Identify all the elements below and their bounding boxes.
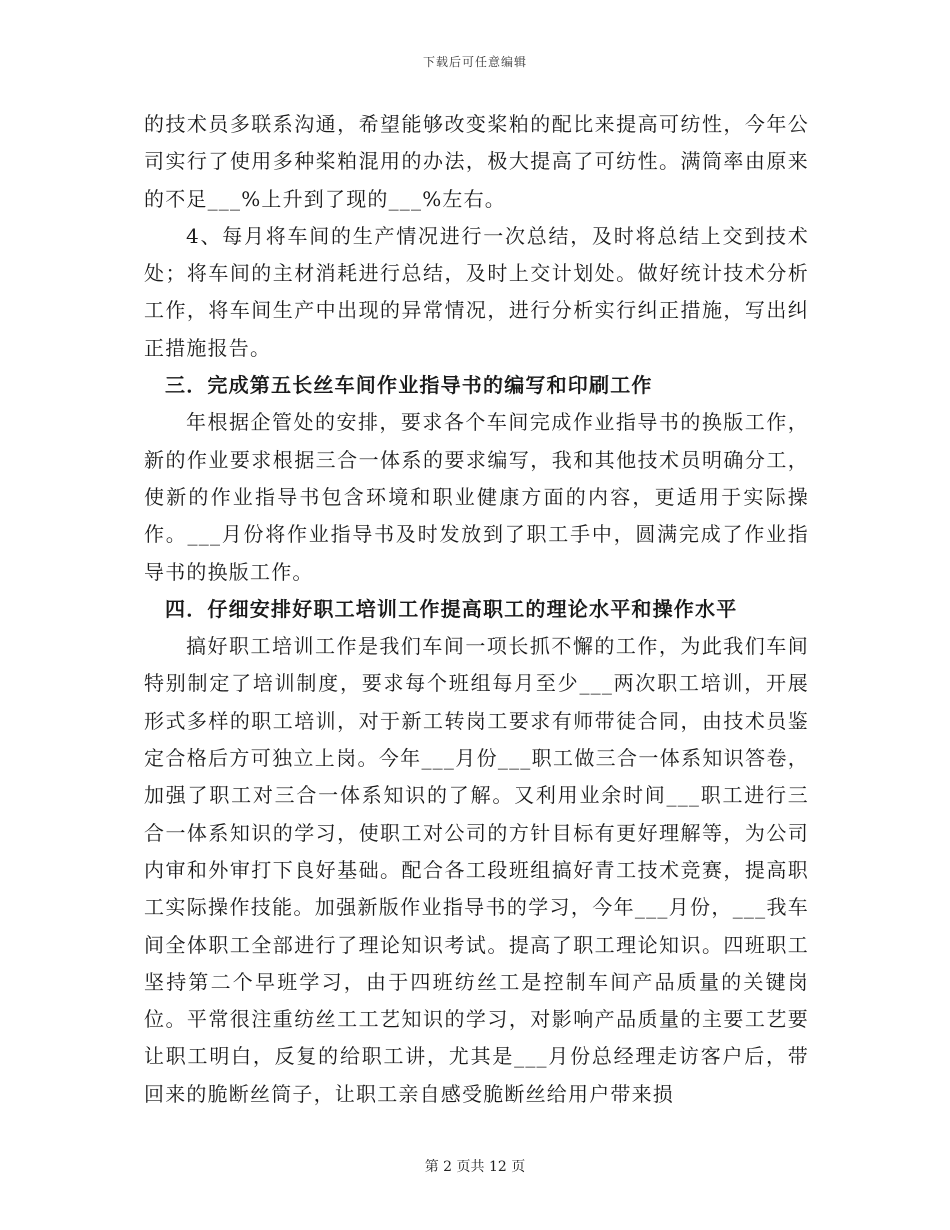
paragraph-section-3: 年根据企管处的安排，要求各个车间完成作业指导书的换版工作，新的作业要求根据三合一体系的要求编写，我和其他技术员明确分工，使新的作业指导书包含环境和职业健康方面的内容，更适用于实际操作。___月份将作业指导书及时发放到了职工手中，圆满完成了作业指导书的换版工作。 — [144, 410, 809, 584]
page-header: 下载后可任意编辑 — [422, 55, 527, 69]
page-number-footer: 第 2 页共 12 页 — [424, 1159, 526, 1175]
paragraph-section-4: 搞好职工培训工作是我们车间一项长抓不懈的工作，为此我们车间特别制定了培训制度，要求每个班组每月至少___两次职工培训，开展形式多样的职工培训，对于新工转岗工要求有师带徒合同，由技术员鉴定合格后方可独立上岗。今年___月份___职工做三合一体系知识答卷，加强了职工对三合一体系知识的了解。又利用业余时间___职工进行三合一体系知识的学习，使职工对公司的方针目标有更好理解等，为公司内审和外审打下良好基础。配合各工段班组搞好青工技术竞赛，提高职工实际操作技能。加强新版作业指导书的学习，今年___月份，___我车间全体职工全部进行了理论知识考试。提高了职工理论知识。四班职工坚持第二个早班学习，由于四班纺丝工是控制车间产品质量的关键岗位。平常很注重纺丝工工艺知识的学习，对影响产品质量的主要工艺要让职工明白，反复的给职工讲，尤其是___月份总经理走访客户后，带回来的脆断丝筒子，让职工亲自感受脆断丝给用户带来损 — [144, 634, 809, 1106]
document-body — [144, 106, 809, 1113]
section-heading-3: 三．完成第五长丝车间作业指导书的编写和印刷工作 — [165, 373, 653, 398]
paragraph-continuation: 的技术员多联系沟通，希望能够改变桨粕的配比来提高可纺性，今年公司实行了使用多种桨粕混用的办法，极大提高了可纺性。满筒率由原来的不足___%上升到了现的___%左右。 — [144, 112, 809, 211]
section-heading-4: 四．仔细安排好职工培训工作提高职工的理论水平和操作水平 — [165, 596, 738, 621]
paragraph-item-4: 4、每月将车间的生产情况进行一次总结，及时将总结上交到技术处；将车间的主材消耗进行总结，及时上交计划处。做好统计技术分析工作，将车间生产中出现的异常情况，进行分析实行纠正措施，写出纠正措施报告。 — [144, 223, 809, 360]
